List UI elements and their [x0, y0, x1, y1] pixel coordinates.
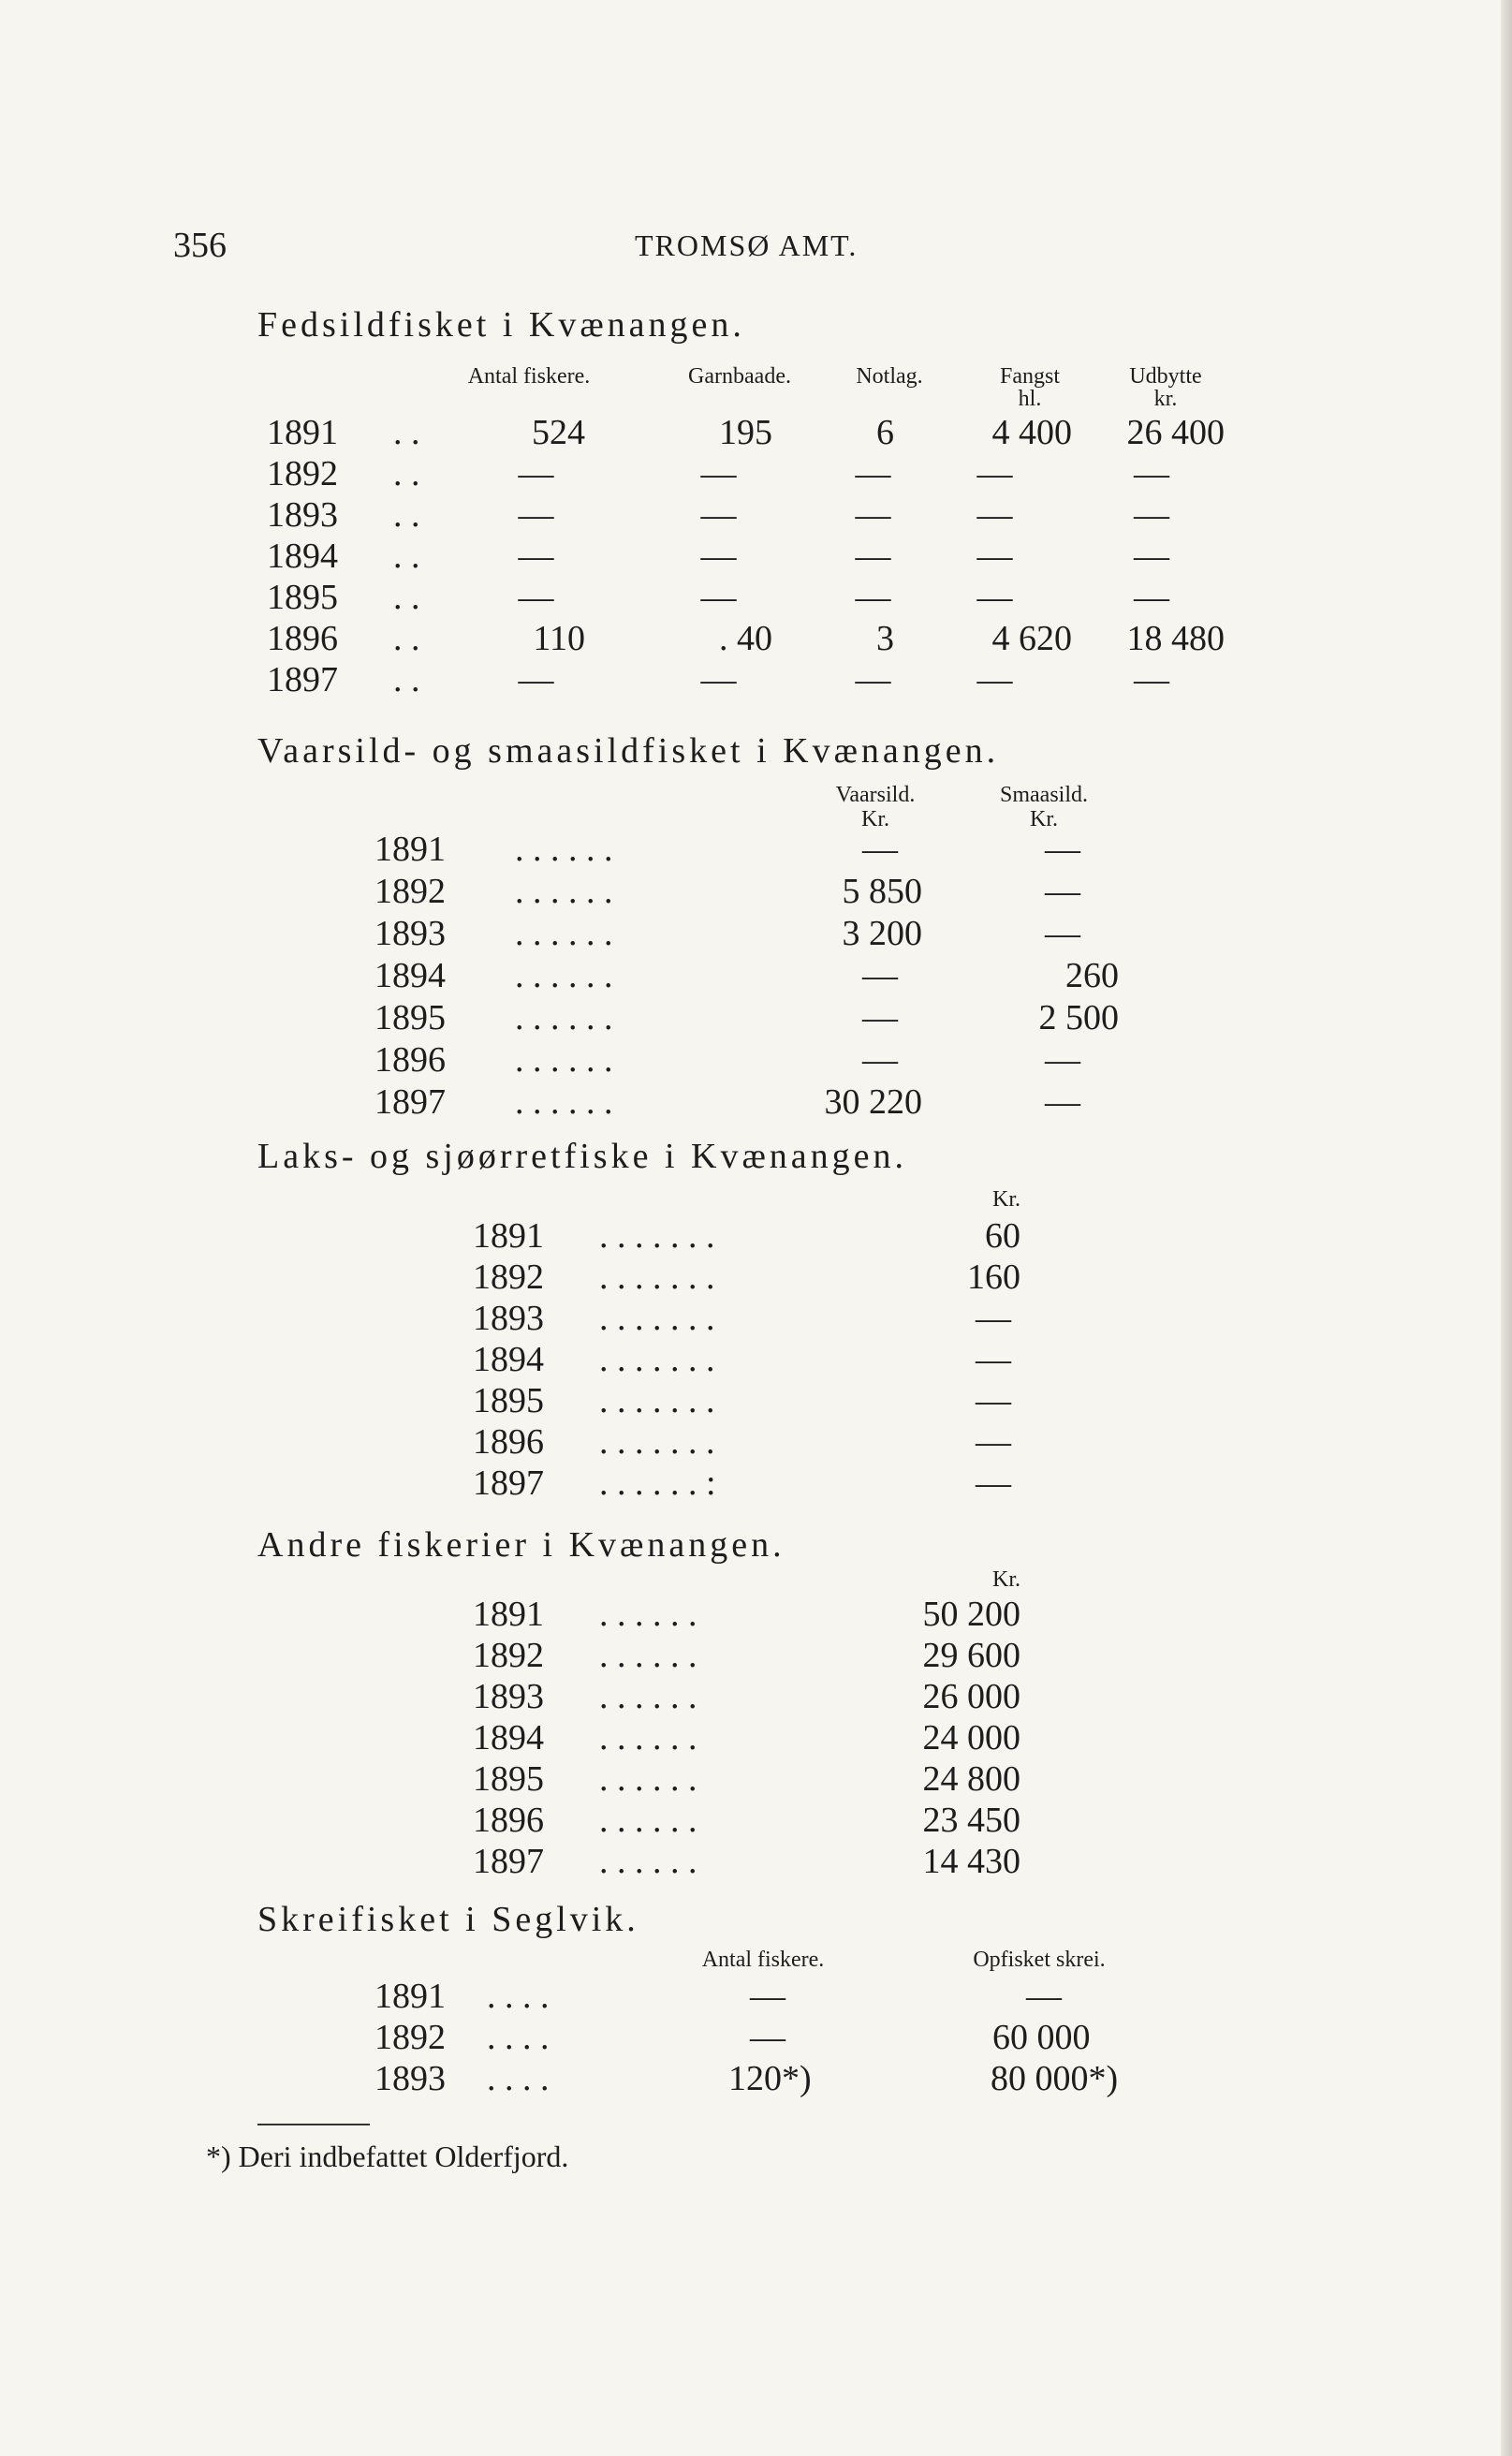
cell: —	[976, 1422, 1011, 1462]
year-label: 1896	[374, 1040, 446, 1080]
year-label: 1891	[473, 1216, 544, 1256]
col-header: Notlag.	[856, 364, 923, 389]
year-label: 1895	[374, 998, 446, 1037]
leader-dots: . . . . . . .	[599, 1381, 715, 1420]
cell: —	[862, 1040, 898, 1080]
cell: 60 000	[992, 2018, 1091, 2057]
cell: —	[976, 495, 1013, 535]
year-label: 1896	[473, 1801, 544, 1840]
leader-dots: . .	[393, 578, 420, 617]
leader-dots: . .	[393, 495, 420, 535]
unit-label: Kr.	[992, 1567, 1020, 1592]
col-header: Fangst	[999, 364, 1060, 389]
cell: —	[855, 495, 891, 535]
unit-label: Kr.	[861, 807, 889, 831]
col-header: Vaarsild.	[835, 783, 916, 807]
leader-dots: . .	[393, 660, 420, 699]
leader-dots: . . . . . .	[515, 830, 613, 869]
cell: —	[750, 2018, 785, 2057]
year-label: 1891	[267, 413, 338, 452]
year-label: 1892	[267, 454, 338, 493]
cell: —	[1134, 537, 1169, 576]
section-title-skrei: Skreifisket i Seglvik.	[257, 1900, 639, 1939]
leader-dots: . . . . . .	[515, 1040, 613, 1080]
leader-dots: . . . . . .	[515, 956, 613, 995]
year-label: 1893	[473, 1299, 544, 1338]
year-label: 1897	[473, 1842, 544, 1881]
cell: 3	[876, 619, 894, 658]
cell: —	[855, 454, 891, 493]
year-label: 1895	[473, 1759, 544, 1799]
cell: —	[862, 956, 898, 995]
year-label: 1897	[473, 1463, 544, 1503]
leader-dots: . . . . . .	[599, 1718, 697, 1757]
cell: —	[518, 454, 554, 493]
cell: —	[976, 454, 1013, 493]
cell: —	[976, 1381, 1011, 1420]
cell: —	[1045, 830, 1080, 869]
cell: —	[862, 830, 898, 869]
cell: —	[976, 578, 1013, 617]
cell: 30 220	[824, 1082, 922, 1122]
year-label: 1891	[473, 1595, 544, 1634]
year-label: 1894	[374, 956, 446, 995]
cell: —	[976, 1299, 1011, 1338]
leader-dots: . . . .	[487, 2018, 550, 2057]
cell: 4 400	[991, 413, 1072, 452]
cell: —	[518, 660, 554, 699]
year-label: 1892	[473, 1636, 544, 1675]
year-label: 1893	[267, 495, 338, 535]
year-label: 1891	[374, 830, 446, 869]
cell: —	[1045, 914, 1080, 953]
footnote-rule	[257, 2124, 370, 2125]
year-label: 1891	[374, 1977, 446, 2016]
cell: —	[976, 537, 1013, 576]
year-label: 1892	[473, 1257, 544, 1297]
unit-label: Kr.	[1030, 807, 1058, 831]
footnote: *) Deri indbefattet Olderfjord.	[206, 2140, 569, 2173]
cell: —	[700, 495, 737, 535]
cell: —	[750, 1977, 785, 2016]
cell: 160	[967, 1257, 1020, 1297]
year-label: 1894	[473, 1718, 544, 1757]
cell: —	[855, 537, 891, 576]
cell: —	[862, 998, 898, 1037]
leader-dots: . . . .	[487, 1977, 550, 2016]
cell: 4 620	[991, 619, 1072, 658]
year-label: 1896	[473, 1422, 544, 1462]
cell: 80 000*)	[991, 2059, 1119, 2098]
running-title: TROMSØ AMT.	[635, 228, 859, 262]
year-label: 1893	[374, 2059, 446, 2098]
leader-dots: . . . . . .	[599, 1842, 697, 1881]
leader-dots: . . . . . . :	[599, 1463, 716, 1503]
unit-label: kr.	[1153, 387, 1178, 411]
leader-dots: . . . . . . .	[599, 1340, 715, 1379]
cell: 23 450	[922, 1801, 1020, 1840]
cell: 26 000	[922, 1677, 1020, 1716]
leader-dots: . . . . . . .	[599, 1216, 715, 1256]
cell: —	[1134, 578, 1169, 617]
year-label: 1893	[374, 914, 446, 953]
page-number: 356	[173, 226, 227, 265]
leader-dots: . . . . . .	[515, 998, 613, 1037]
cell: 24 800	[922, 1759, 1020, 1799]
section-title-laks: Laks- og sjøørretfiske i Kvænangen.	[257, 1137, 908, 1176]
cell: —	[1134, 660, 1169, 699]
year-label: 1893	[473, 1677, 544, 1716]
leader-dots: . . . . . .	[599, 1759, 697, 1799]
page-edge-shadow	[1501, 0, 1512, 2456]
year-label: 1897	[374, 1082, 446, 1122]
cell: 26 400	[1126, 413, 1225, 452]
cell: —	[700, 454, 737, 493]
cell: —	[1134, 495, 1169, 535]
cell: 6	[876, 413, 894, 452]
col-header: Antal fiskere.	[467, 364, 591, 389]
cell: —	[855, 578, 891, 617]
cell: —	[976, 1463, 1011, 1503]
cell: 3 200	[842, 914, 922, 953]
cell: 5 850	[842, 872, 922, 911]
cell: 29 600	[922, 1636, 1020, 1675]
cell: 2 500	[1038, 998, 1119, 1037]
cell: —	[976, 660, 1013, 699]
cell: 524	[532, 413, 585, 452]
section-title-andre: Andre fiskerier i Kvænangen.	[257, 1525, 785, 1565]
cell: —	[518, 537, 554, 576]
cell: —	[855, 660, 891, 699]
cell: —	[700, 537, 737, 576]
cell: —	[1045, 1040, 1080, 1080]
cell: 14 430	[922, 1842, 1020, 1881]
cell: —	[1026, 1977, 1062, 2016]
leader-dots: . . . . . . .	[599, 1299, 715, 1338]
cell: . 40	[719, 619, 772, 658]
leader-dots: . . . . . .	[599, 1636, 697, 1675]
col-header: Smaasild.	[1000, 783, 1088, 807]
col-header: Opfisket skrei.	[973, 1948, 1106, 1972]
col-header: Garnbaade.	[688, 364, 791, 389]
cell: —	[518, 495, 554, 535]
leader-dots: . .	[393, 537, 420, 576]
leader-dots: . . . . . .	[599, 1801, 697, 1840]
leader-dots: . . . . . .	[599, 1595, 697, 1634]
col-header: Udbytte	[1129, 364, 1202, 389]
leader-dots: . .	[393, 619, 420, 658]
cell: —	[1045, 1082, 1080, 1122]
section-title-vaarsild: Vaarsild- og smaasildfisket i Kvænangen.	[257, 731, 1000, 771]
unit-label: hl.	[1018, 387, 1042, 411]
leader-dots: . . . . . .	[599, 1677, 697, 1716]
cell: 260	[1065, 956, 1119, 995]
unit-label: Kr.	[992, 1187, 1020, 1212]
cell: 24 000	[922, 1718, 1020, 1757]
cell: 18 480	[1126, 619, 1225, 658]
leader-dots: . . . . . . .	[599, 1422, 715, 1462]
year-label: 1892	[374, 2018, 446, 2057]
leader-dots: . . . . . .	[515, 872, 613, 911]
cell: —	[1045, 872, 1080, 911]
cell: —	[976, 1340, 1011, 1379]
leader-dots: . . . . . .	[515, 1082, 613, 1122]
year-label: 1894	[473, 1340, 544, 1379]
year-label: 1894	[267, 537, 338, 576]
year-label: 1895	[267, 578, 338, 617]
leader-dots: . . . .	[487, 2059, 550, 2098]
cell: 60	[985, 1216, 1020, 1256]
cell: —	[700, 578, 737, 617]
section-title-fedsild: Fedsildfisket i Kvænangen.	[257, 305, 745, 345]
year-label: 1895	[473, 1381, 544, 1420]
cell: 120*)	[728, 2059, 812, 2098]
leader-dots: . .	[393, 413, 420, 452]
cell: 50 200	[922, 1595, 1020, 1634]
cell: 110	[533, 619, 585, 658]
cell: —	[518, 578, 554, 617]
leader-dots: . . . . . .	[515, 914, 613, 953]
year-label: 1897	[267, 660, 338, 699]
col-header: Antal fiskere.	[701, 1948, 825, 1972]
leader-dots: . .	[393, 454, 420, 493]
cell: 195	[719, 413, 772, 452]
cell: —	[1134, 454, 1169, 493]
leader-dots: . . . . . . .	[599, 1257, 715, 1297]
year-label: 1892	[374, 872, 446, 911]
year-label: 1896	[267, 619, 338, 658]
cell: —	[700, 660, 737, 699]
